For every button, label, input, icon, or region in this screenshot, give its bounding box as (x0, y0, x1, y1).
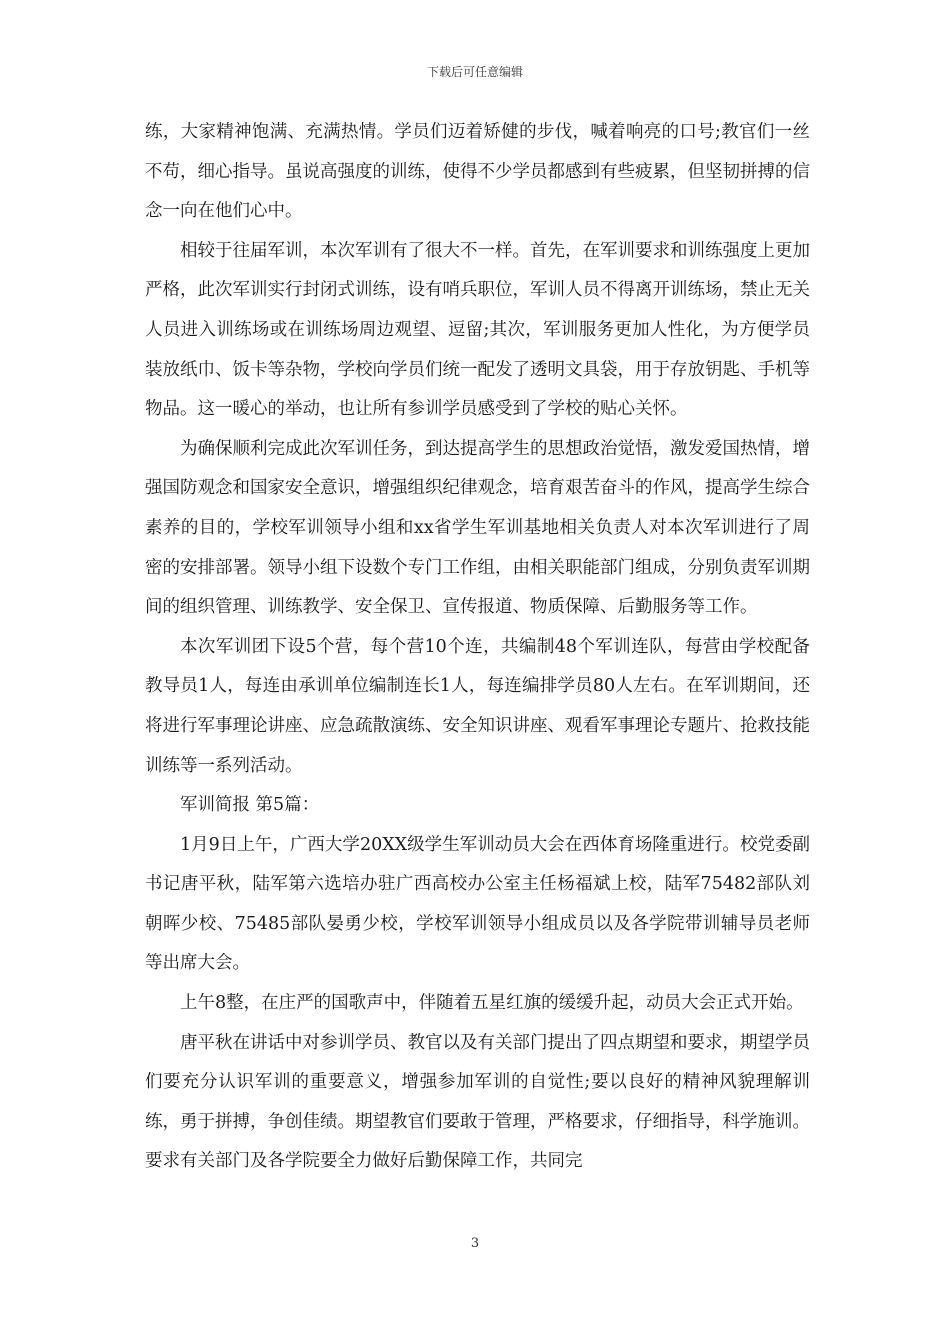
paragraph-arrangement: 为确保顺利完成此次军训任务，到达提高学生的思想政治觉悟，激发爱国热情，增强国防观念和国家安全意识，增强组织纪律观念，培育艰苦奋斗的作风，提高学生综合素养的目的，学校军训领导小组和xx省学生军训基地相关负责人对本次军训进行了周密的安排部署。领导小组下设数个专门工作组，由相关职能部门组成，分别负责军训期间的组织管理、训练教学、安全保卫、宣传报道、物质保障、后勤服务等工作。 (145, 438, 810, 618)
page-number: 3 (470, 1236, 480, 1251)
paragraph-comparison: 相较于往届军训，本次军训有了很大不一样。首先，在军训要求和训练强度上更加严格，此次军训实行封闭式训练，设有哨兵职位，军训人员不得离开训练场，禁止无关人员进入训练场或在训练场周边观望、逗留;其次，军训服务更加人性化，为方便学员装放纸巾、饭卡等杂物，学校向学员们统一配发了透明文具袋，用于存放钥匙、手机等物品。这一暖心的举动，也让所有参训学员感受到了学校的贴心关怀。 (145, 240, 810, 420)
section-heading: 军训简报 第5篇： (180, 795, 320, 816)
paragraph-mobilization: 1月9日上午，广西大学20XX级学生军训动员大会在西体育场隆重进行。校党委副书记唐平秋，陆军第六选培办驻广西高校办公室主任杨福斌上校，陆军75482部队刘朝晖少校、75485部队晏勇少校，学校军训领导小组成员以及各学院带训辅导员老师等出席大会。 (145, 834, 810, 974)
paragraph-organization: 本次军训团下设5个营，每个营10个连，共编制48个军训连队，每营由学校配备教导员1人，每连由承训单位编制连长1人，每连编排学员80人左右。在军训期间，还将进行军事理论讲座、应急疏散演练、安全知识讲座、观看军事理论专题片、抢救技能训练等一系列活动。 (145, 636, 810, 776)
paragraph-continuation: 练，大家精神饱满、充满热情。学员们迈着矫健的步伐，喊着响亮的口号;教官们一丝不苟，细心指导。虽说高强度的训练，使得不少学员都感到有些疲累，但坚韧拼搏的信念一向在他们心中。 (145, 122, 810, 222)
page-header: 下载后可任意编辑 (426, 65, 523, 79)
paragraph-opening: 上午8整，在庄严的国歌声中，伴随着五星红旗的缓缓升起，动员大会正式开始。 (180, 993, 804, 1014)
paragraph-speech: 唐平秋在讲话中对参训学员、教官以及有关部门提出了四点期望和要求，期望学员们要充分认识军训的重要意义，增强参加军训的自觉性;要以良好的精神风貌理解训练，勇于拼搏，争创佳绩。期望教官们要敢于管理，严格要求，仔细指导，科学施训。要求有关部门及各学院要全力做好后勤保障工作，共同完 (145, 1032, 810, 1172)
document-body (145, 113, 810, 1182)
